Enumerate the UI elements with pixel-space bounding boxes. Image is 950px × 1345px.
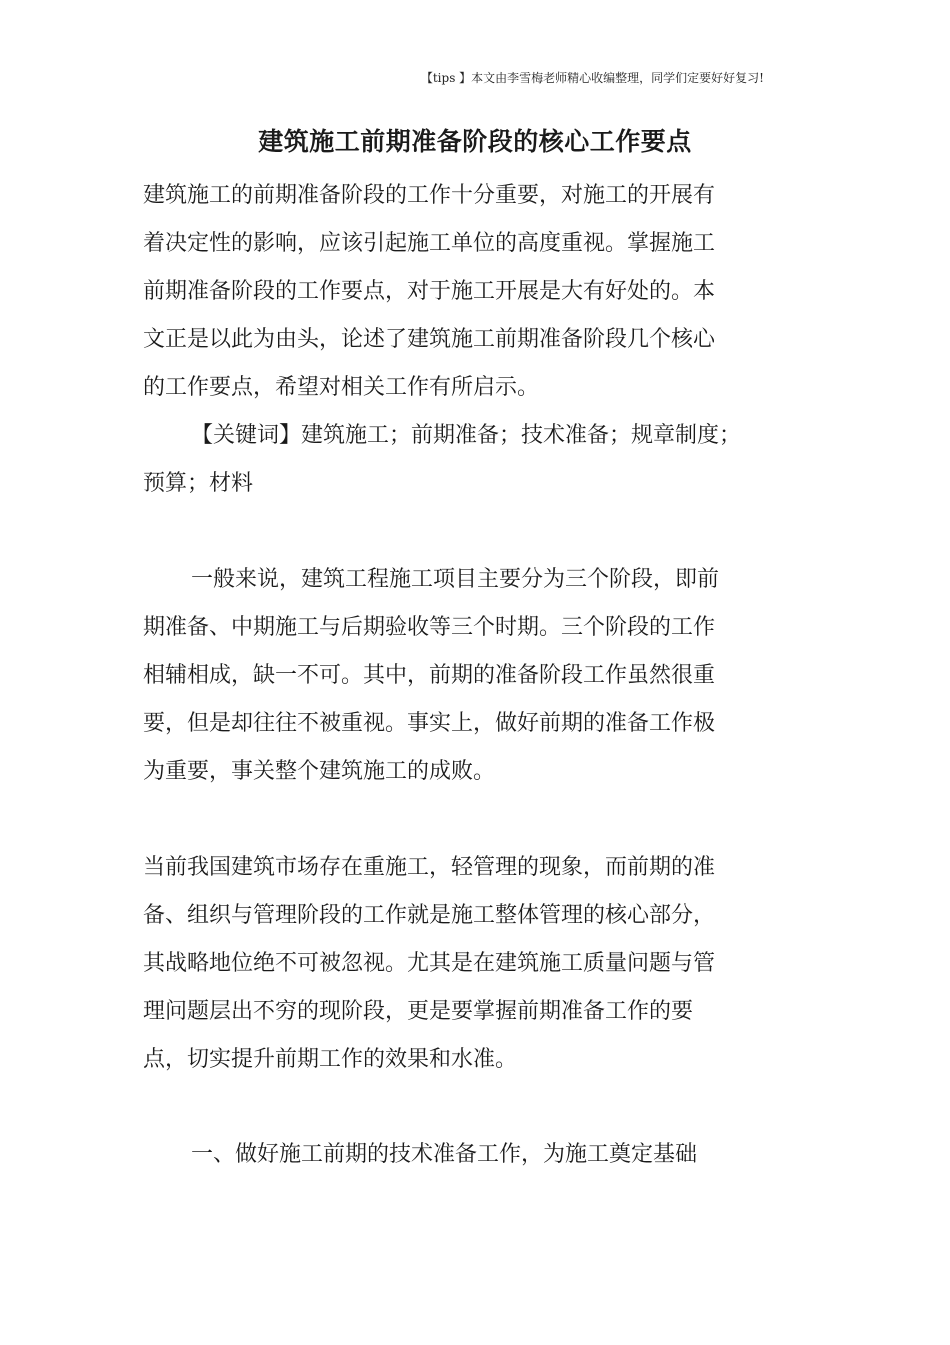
header-tip: 【tips 】本文由李雪梅老师精心收编整理，同学们定要好好复习!: [420, 71, 764, 85]
abstract-line: 着决定性的影响，应该引起施工单位的高度重视。掌握施工: [143, 231, 716, 256]
section-heading-1: [143, 1131, 697, 1179]
abstract-line: 建筑施工的前期准备阶段的工作十分重要，对施工的开展有: [143, 183, 716, 208]
paragraph-line: 点，切实提升前期工作的效果和水准。: [143, 1047, 518, 1072]
paragraph-line: 其战略地位绝不可被忽视。尤其是在建筑施工质量问题与管: [143, 951, 716, 976]
keywords-line: 预算；材料: [143, 471, 254, 496]
document-title: 建筑施工前期准备阶段的核心工作要点: [258, 127, 692, 156]
paragraph-line: 相辅相成，缺一不可。其中，前期的准备阶段工作虽然很重: [143, 663, 716, 688]
body-paragraph-2: [143, 844, 715, 1084]
paragraph-line: 一般来说，建筑工程施工项目主要分为三个阶段，即前: [191, 567, 720, 592]
keywords-line: 【关键词】建筑施工；前期准备；技术准备；规章制度；: [191, 423, 742, 448]
section-heading-text: 一、做好施工前期的技术准备工作，为施工奠定基础: [191, 1142, 698, 1167]
abstract-line: 前期准备阶段的工作要点，对于施工开展是大有好处的。本: [143, 279, 716, 304]
keywords-paragraph: [143, 412, 741, 508]
abstract-line: 的工作要点，希望对相关工作有所启示。: [143, 375, 540, 400]
body-paragraph-1: [143, 556, 719, 796]
abstract-line: 文正是以此为由头，论述了建筑施工前期准备阶段几个核心: [143, 327, 716, 352]
paragraph-line: 期准备、中期施工与后期验收等三个时期。三个阶段的工作: [143, 615, 716, 640]
paragraph-line: 理问题层出不穷的现阶段，更是要掌握前期准备工作的要: [143, 999, 694, 1024]
paragraph-line: 要，但是却往往不被重视。事实上，做好前期的准备工作极: [143, 711, 716, 736]
paragraph-line: 备、组织与管理阶段的工作就是施工整体管理的核心部分，: [143, 903, 716, 928]
paragraph-line: 为重要，事关整个建筑施工的成败。: [143, 759, 496, 784]
paragraph-line: 当前我国建筑市场存在重施工，轻管理的现象，而前期的准: [143, 855, 716, 880]
abstract-paragraph: [143, 172, 715, 412]
